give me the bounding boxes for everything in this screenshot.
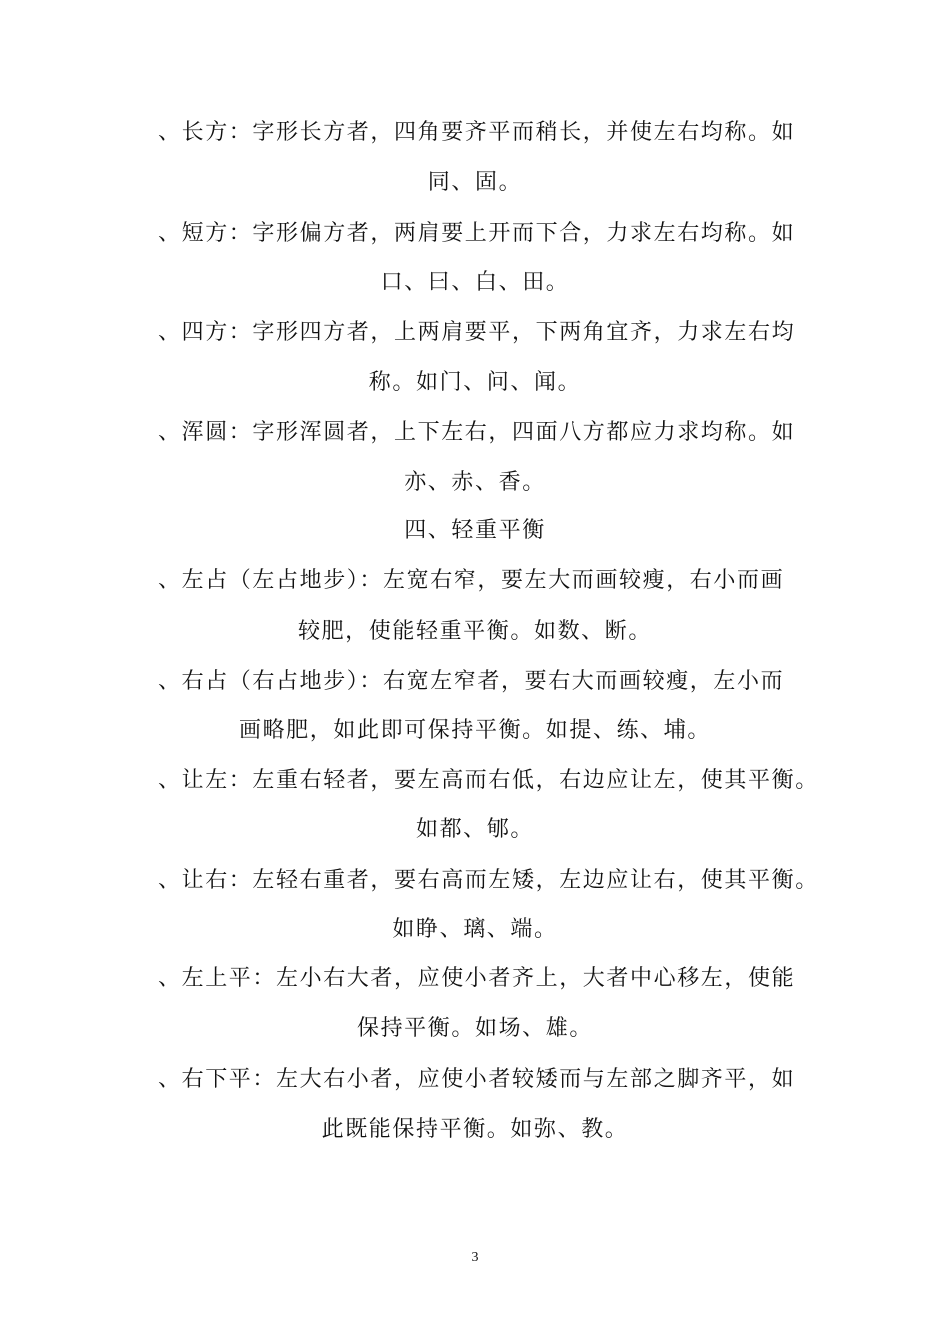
entry-line-1: 、长方：字形长方者，四角要齐平而稍长，并使左右均称。如 [158,120,796,145]
entry-line-1: 、左占（左占地步）：左宽右窄，要左大而画较瘦，右小而画 [158,568,785,593]
entry-line-2: 亦、赤、香。 [404,470,546,495]
entry-line-2: 称。如门、问、闻。 [368,370,582,395]
entry-line-2: 较肥，使能轻重平衡。如数、断。 [297,619,652,644]
entry-line-1: 、浑圆：字形浑圆者，上下左右，四面八方都应力求均称。如 [158,420,796,445]
entry-line-1: 、让右：左轻右重者，要右高而左矮，左边应让右，使其平衡。 [158,868,819,893]
entry-line-2: 同、固。 [427,170,523,195]
entry-line-1: 、左上平：左小右大者，应使小者齐上，大者中心移左，使能 [158,966,796,991]
entry-line-1: 、右下平：左大右小者，应使小者较矮而与左部之脚齐平，如 [158,1067,796,1092]
entry-line-1: 、短方：字形偏方者，两肩要上开而下合，力求左右均称。如 [158,221,796,246]
entry-line-2: 如睁、璃、端。 [392,917,558,942]
page-number: 3 [471,1250,479,1265]
entry-line-2: 如都、郇。 [415,817,534,842]
entry-line-2: 画略肥，如此即可保持平衡。如提、练、埔。 [238,718,711,743]
section-heading: 四、轻重平衡 [404,518,546,543]
entry-line-1: 、让左：左重右轻者，要左高而右低，右边应让左，使其平衡。 [158,768,819,793]
entry-line-1: 、右占（右占地步）：右宽左窄者，要右大而画较瘦，左小而 [158,669,785,694]
entry-line-2: 口、曰、白、田。 [380,270,570,295]
entry-line-2: 此既能保持平衡。如弥、教。 [321,1117,629,1142]
entry-line-2: 保持平衡。如场、雄。 [356,1016,593,1041]
entry-line-1: 、四方：字形四方者，上两肩要平，下两角宜齐，力求左右均 [158,320,796,345]
